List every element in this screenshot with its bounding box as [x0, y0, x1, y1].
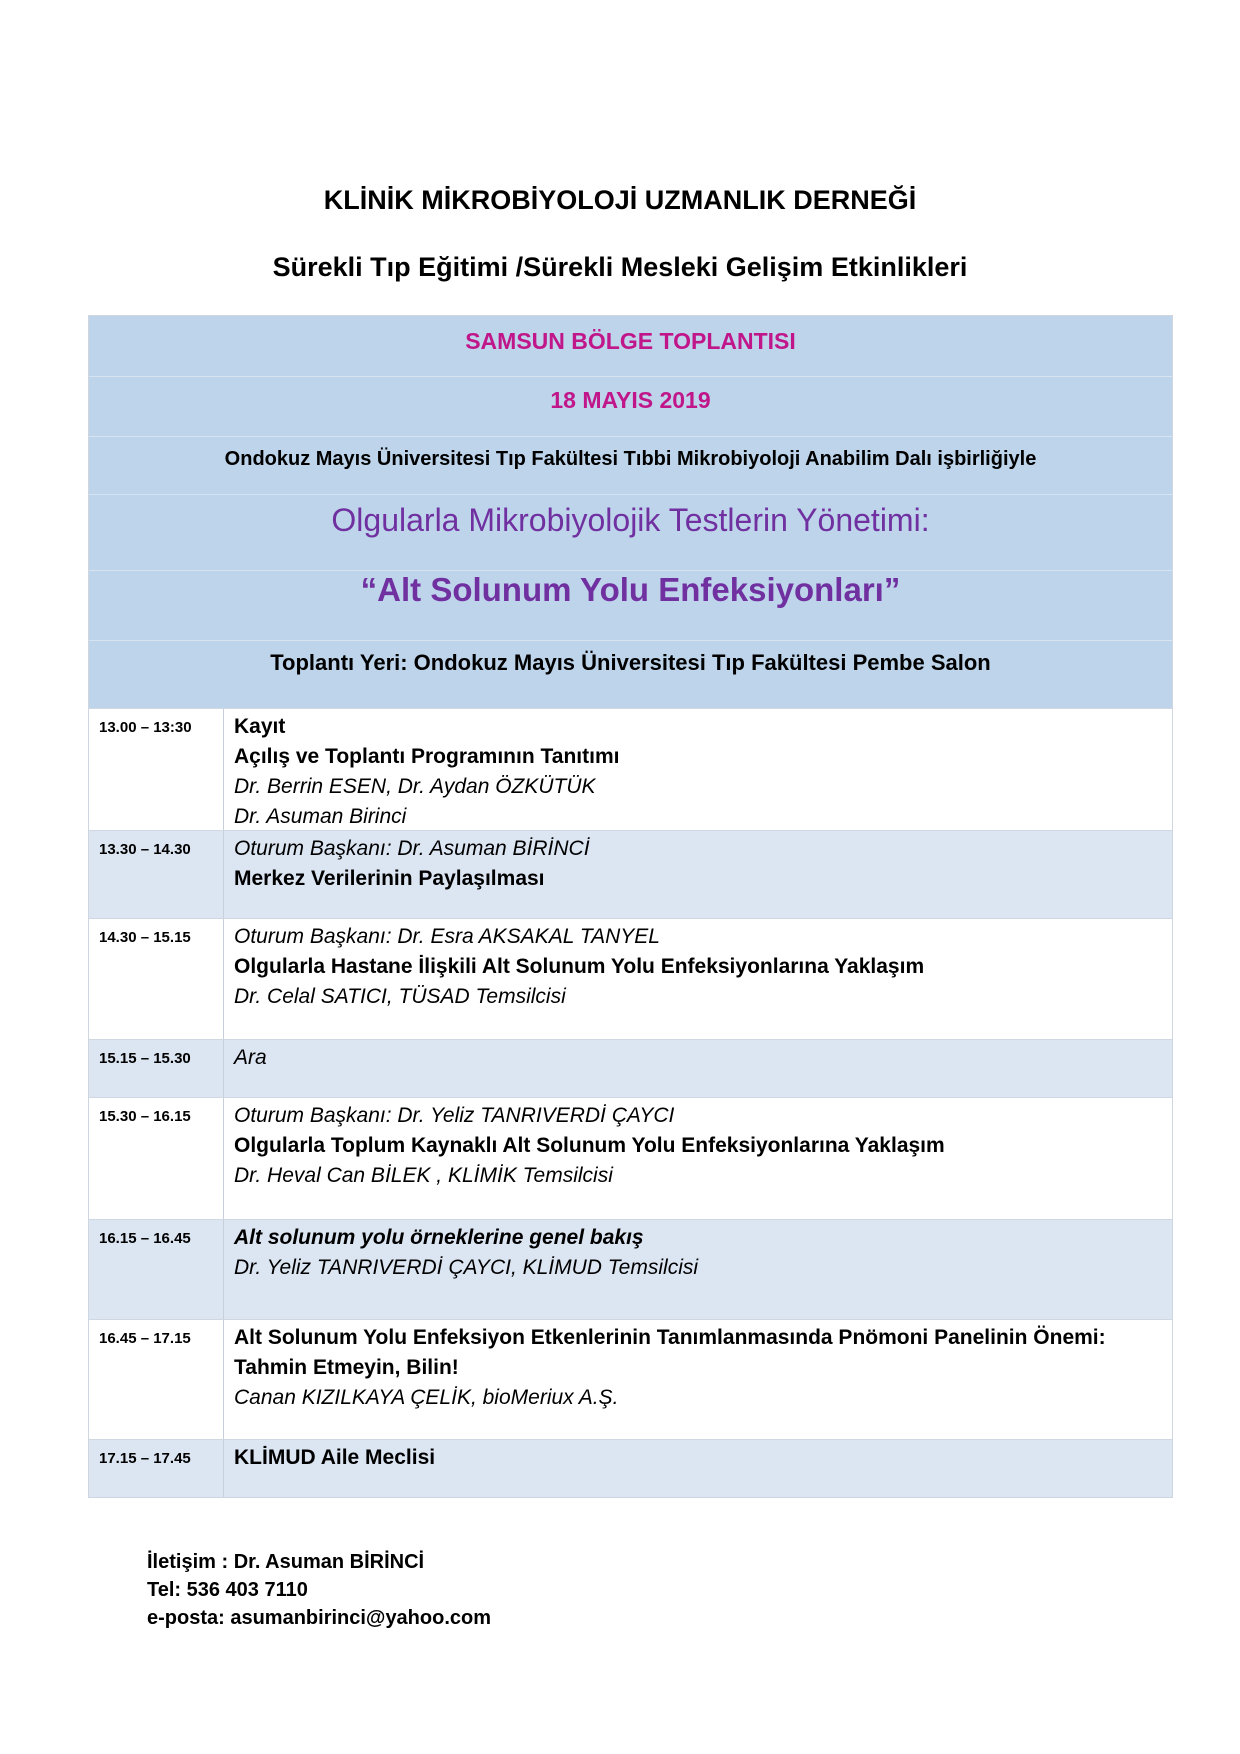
session-title: KLİMUD Aile Meclisi — [234, 1446, 436, 1469]
organization-title: KLİNİK MİKROBİYOLOJİ UZMANLIK DERNEĞİ — [323, 185, 917, 215]
schedule-time: 15.30 – 16.15 — [89, 1098, 224, 1219]
session-title: Ara — [234, 1046, 267, 1069]
session-title: Alt Solunum Yolu Enfeksiyon Etkenlerinin Tanımlanmasında Pnömoni Panelinin Önemi: — [234, 1326, 1106, 1349]
schedule-time: 17.15 – 17.45 — [89, 1440, 224, 1497]
schedule-row — [89, 1039, 1172, 1097]
meeting-venue: Toplantı Yeri: Ondokuz Mayıs Üniversitesi Tıp Fakültesi Pembe Salon — [270, 650, 991, 675]
schedule-content — [224, 831, 1172, 918]
program-header — [89, 316, 1172, 708]
schedule-content — [224, 1098, 1172, 1219]
session-title: Merkez Verilerinin Paylaşılması — [234, 867, 545, 890]
schedule-row — [89, 830, 1172, 918]
contact-phone: Tel: 536 403 7110 — [147, 1579, 308, 1601]
schedule-content — [224, 1220, 1172, 1319]
schedule-row — [89, 1439, 1172, 1497]
session-title: Tahmin Etmeyin, Bilin! — [234, 1356, 459, 1379]
schedule-time: 16.45 – 17.15 — [89, 1320, 224, 1439]
session-title: Olgularla Toplum Kaynaklı Alt Solunum Yolu Enfeksiyonlarına Yaklaşım — [234, 1134, 945, 1157]
session-title: Olgularla Hastane İlişkili Alt Solunum Yolu Enfeksiyonlarına Yaklaşım — [234, 955, 925, 978]
schedule-row — [89, 918, 1172, 1039]
schedule-time: 14.30 – 15.15 — [89, 919, 224, 1039]
schedule-time: 16.15 – 16.45 — [89, 1220, 224, 1319]
schedule-content — [224, 1320, 1172, 1439]
meeting-date: 18 MAYIS 2019 — [550, 387, 711, 413]
session-title: Kayıt — [234, 715, 286, 738]
session-title: Açılış ve Toplantı Programının Tanıtımı — [234, 745, 620, 768]
schedule-content — [224, 1040, 1172, 1097]
speaker-names: Dr. Yeliz TANRIVERDİ ÇAYCI, KLİMUD Temsilcisi — [234, 1256, 699, 1279]
schedule-row — [89, 708, 1172, 830]
collaboration-note: Ondokuz Mayıs Üniversitesi Tıp Fakültesi Tıbbi Mikrobiyoloji Anabilim Dalı işbirliğiyle — [224, 448, 1037, 470]
program-table — [88, 315, 1173, 1498]
contact-email[interactable]: e-posta: asumanbirinci@yahoo.com — [147, 1607, 492, 1629]
speaker-names: Dr. Celal SATICI, TÜSAD Temsilcisi — [234, 985, 566, 1008]
speaker-names: Dr. Asuman Birinci — [234, 805, 407, 828]
schedule-content — [224, 919, 1172, 1039]
schedule-content — [224, 1440, 1172, 1497]
session-chair: Oturum Başkanı: Dr. Yeliz TANRIVERDİ ÇAYCI — [234, 1104, 675, 1127]
contact-block — [147, 1548, 491, 1632]
session-title: Alt solunum yolu örneklerine genel bakış — [234, 1226, 644, 1249]
schedule-time: 13.00 – 13:30 — [89, 709, 224, 830]
event-subtitle: Sürekli Tıp Eğitimi /Sürekli Mesleki Gelişim Etkinlikleri — [272, 252, 968, 282]
speaker-names: Dr. Heval Can BİLEK , KLİMİK Temsilcisi — [234, 1164, 613, 1187]
schedule-row — [89, 1097, 1172, 1219]
speaker-names: Canan KIZILKAYA ÇELİK, bioMeriux A.Ş. — [234, 1386, 619, 1409]
session-chair: Oturum Başkanı: Dr. Asuman BİRİNCİ — [234, 837, 590, 860]
contact-person: İletişim : Dr. Asuman BİRİNCİ — [147, 1551, 425, 1573]
schedule-row — [89, 1319, 1172, 1439]
meeting-topic: Olgularla Mikrobiyolojik Testlerin Yönetimi: — [331, 502, 930, 538]
schedule-time: 15.15 – 15.30 — [89, 1040, 224, 1097]
meeting-name: SAMSUN BÖLGE TOPLANTISI — [465, 328, 796, 354]
schedule-time: 13.30 – 14.30 — [89, 831, 224, 918]
schedule-content — [224, 709, 1172, 830]
schedule-row — [89, 1219, 1172, 1319]
speaker-names: Dr. Berrin ESEN, Dr. Aydan ÖZKÜTÜK — [234, 775, 596, 798]
session-chair: Oturum Başkanı: Dr. Esra AKSAKAL TANYEL — [234, 925, 660, 948]
meeting-title: “Alt Solunum Yolu Enfeksiyonları” — [360, 571, 901, 608]
